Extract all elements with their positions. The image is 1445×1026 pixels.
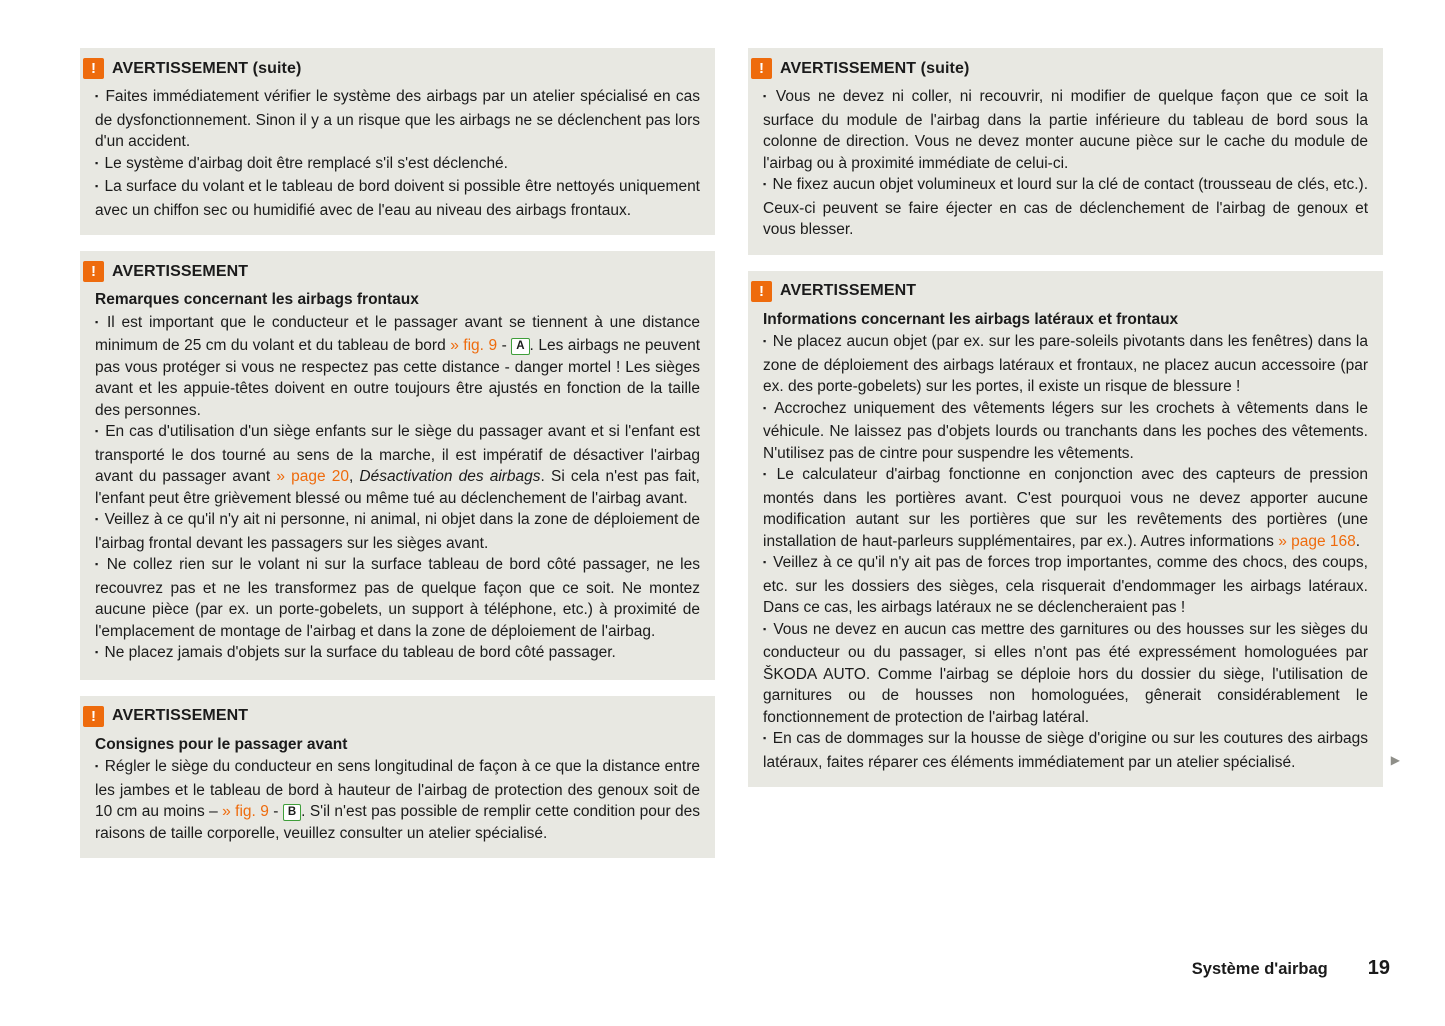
bullet-icon: ▪: [95, 559, 99, 569]
warning-title: AVERTISSEMENT: [112, 262, 249, 280]
warning-item: ▪ Ne collez rien sur le volant ni sur la surface tableau de bord côté passager, ne les recouvrez pas et ne les transformez pas de quelque façon que ce soit. Ne montez aucune pièce (par ex. un porte-gobelets, un support à téléphone, etc.) à proximité de l'emplacement de montage de l'airbag et dans la zone de déploiement de l'airbag.: [95, 556, 700, 640]
warning-item: ▪ Ne placez jamais d'objets sur la surface du tableau de bord côté passager.: [95, 642, 700, 666]
warning-subtitle: Remarques concernant les airbags frontaux: [95, 291, 419, 308]
warning-item: ▪ En cas d'utilisation d'un siège enfants sur le siège du passager avant et si l'enfant est transporté le dos tourné au sens de la marche, il est impératif de désactiver l'airbag avant du passager avant » page 20, Désactivation des airbags. Si cela n'est pas fait, l'enfant peut être grièvement blessé ou même tué au déclenchement de l'airbag avant.: [95, 423, 700, 507]
warning-item: ▪ Ne placez aucun objet (par ex. sur les pare-soleils pivotants dans les fenêtres) dans la zone de déploiement des airbags latéraux et frontaux, ne placez aucun accessoire (par ex. des porte-gobelets) sur les portes, il existe un risque de blessure !: [763, 333, 1368, 395]
bullet-icon: ▪: [95, 514, 99, 524]
warning-item: ▪ En cas de dommages sur la housse de siège d'origine ou sur les coutures des airbags latéraux, faites réparer ces éléments immédiatement par un atelier spécialisé.: [763, 730, 1368, 771]
bullet-icon: ▪: [763, 336, 767, 346]
content-columns: [80, 48, 1400, 858]
warning-item: ▪ La surface du volant et le tableau de bord doivent si possible être nettoyés uniquement avec un chiffon sec ou humidifié avec de l'eau au niveau des airbags frontaux.: [95, 178, 700, 219]
warning-item: ▪ Veillez à ce qu'il n'y ait ni personne, ni animal, ni objet dans la zone de déploiement de l'airbag frontal devant les passagers sur les sièges avant.: [95, 511, 700, 552]
warning-box: [80, 696, 715, 859]
footer-page-number: 19: [1367, 957, 1390, 979]
cross-reference-link[interactable]: » page 168: [1278, 532, 1356, 550]
warning-header: [83, 706, 700, 727]
warning-item: ▪ Vous ne devez en aucun cas mettre des garnitures ou des housses sur les sièges du conducteur ou du passager, si elles n'ont pas été expressément homologuées par ŠKODA AUTO. Comme l'airbag se déploie hors du dossier du siège, l'utilisation de garnitures ou de housses non homologuées, gênerait considérablement le fonctionnement de protection de l'airbag latéral.: [763, 620, 1368, 726]
warning-subtitle: Consignes pour le passager avant: [95, 735, 348, 753]
bullet-icon: ▪: [763, 733, 767, 743]
continuation-arrow-icon: ▶: [1390, 753, 1400, 767]
bullet-icon: ▪: [95, 157, 99, 168]
warning-item: ▪ Régler le siège du conducteur en sens longitudinal de façon à ce que la distance entre les jambes et le tableau de bord à hauteur de l'airbag de protection des genoux soit de 10 cm au moins – » fig. 9 - B . S'il n'est pas possible de remplir cette condition pour des raisons de taille corporelle, veuillez consulter un atelier spécialisé.: [95, 758, 700, 842]
bullet-icon: ▪: [763, 469, 767, 479]
bullet-icon: ▪: [95, 761, 99, 771]
warning-item: ▪ Le calculateur d'airbag fonctionne en conjonction avec des capteurs de pression montés dans les portières avant. C'est pourquoi vous ne devez apporter aucune modification autant sur les portières que sur les revêtements des portières (une installation de haut-parleurs supplémentaires, par ex.). Autres informations » page 168.: [763, 466, 1368, 550]
bullet-icon: ▪: [95, 647, 99, 657]
warning-item: ▪ Faites immédiatement vérifier le système des airbags par un atelier spécialisé en cas de dysfonctionnement. Sinon il y a un risque que les airbags ne se déclenchent pas lors d'un accident.: [95, 88, 700, 150]
warning-title: AVERTISSEMENT (suite): [780, 59, 970, 77]
figure-letter-badge: A: [511, 338, 529, 355]
bullet-icon: ▪: [95, 316, 99, 327]
warning-box: [748, 48, 1383, 255]
cross-reference-link[interactable]: » fig. 9: [222, 803, 269, 820]
warning-exclamation-icon: !: [83, 261, 104, 282]
warning-header: [83, 58, 700, 79]
footer-section-title: Système d'airbag: [1191, 960, 1328, 978]
bullet-icon: ▪: [763, 623, 767, 634]
bullet-icon: ▪: [763, 557, 767, 567]
warning-item: ▪ Ne fixez aucun objet volumineux et lourd sur la clé de contact (trousseau de clés, etc.). Ceux-ci peuvent se faire éjecter en cas de déclenchement de l'airbag de genoux et vous blesser.: [763, 176, 1368, 238]
warning-item: ▪ Le système d'airbag doit être remplacé s'il s'est déclenché.: [95, 153, 700, 177]
warning-subtitle: Informations concernant les airbags latéraux et frontaux: [763, 310, 1179, 328]
warning-title: AVERTISSEMENT: [780, 282, 917, 299]
bullet-icon: ▪: [95, 91, 99, 101]
warning-header: [83, 261, 700, 282]
warning-header: [751, 281, 1368, 302]
column-left: [80, 48, 715, 858]
cross-reference-link[interactable]: » fig. 9: [450, 337, 498, 354]
warning-exclamation-icon: !: [83, 706, 104, 727]
warning-exclamation-icon: !: [751, 58, 772, 79]
column-right: [748, 48, 1400, 787]
figure-letter-badge: B: [283, 804, 301, 821]
warning-box: [80, 251, 715, 680]
warning-title: AVERTISSEMENT: [112, 707, 249, 724]
warning-box: [748, 271, 1400, 788]
bullet-icon: ▪: [95, 426, 99, 436]
bullet-icon: ▪: [763, 402, 767, 413]
warning-box: [80, 48, 715, 235]
italic-reference-text: Désactivation des airbags: [359, 468, 541, 485]
warning-item: ▪ Il est important que le conducteur et le passager avant se tiennent à une distance minimum de 25 cm du volant et du tableau de bord » fig. 9 - A . Les airbags ne peuvent pas vous protéger si vous ne respectez pas cette distance - danger mortel ! Les sièges avant et les appuie-têtes doivent en outre toujours être ajustés en fonction de la taille des personnes.: [95, 313, 701, 419]
bullet-icon: ▪: [763, 91, 767, 101]
bullet-icon: ▪: [763, 179, 767, 189]
bullet-icon: ▪: [95, 181, 99, 191]
warning-title: AVERTISSEMENT (suite): [112, 59, 302, 77]
warning-exclamation-icon: !: [83, 58, 104, 79]
warning-item: ▪ Veillez à ce qu'il n'y ait pas de forces trop importantes, comme des chocs, des coups, etc. sur les dossiers des sièges, cela risquerait d'endommager les airbags latéraux. Dans ce cas, les airbags latéraux ne se déclencheraient pas !: [763, 554, 1368, 616]
page-footer: [1192, 957, 1390, 980]
warning-header: [751, 58, 1368, 79]
warning-exclamation-icon: !: [751, 281, 772, 302]
warning-item: ▪ Vous ne devez ni coller, ni recouvrir, ni modifier de quelque façon que ce soit la surface du module de l'airbag dans la partie inférieure du tableau de bord sous la colonne de direction. Vous ne devez monter aucune pièce sur le cache du module de l'airbag ou à proximité immédiate de celui-ci.: [763, 88, 1368, 172]
cross-reference-link[interactable]: » page 20: [276, 468, 349, 485]
warning-item: ▪ Accrochez uniquement des vêtements légers sur les crochets à vêtements dans le véhicule. Ne laissez pas d'objets lourds ou tranchants dans les poches des vêtements. N'utilisez pas de cintre pour suspendre les vêtements.: [763, 399, 1369, 462]
